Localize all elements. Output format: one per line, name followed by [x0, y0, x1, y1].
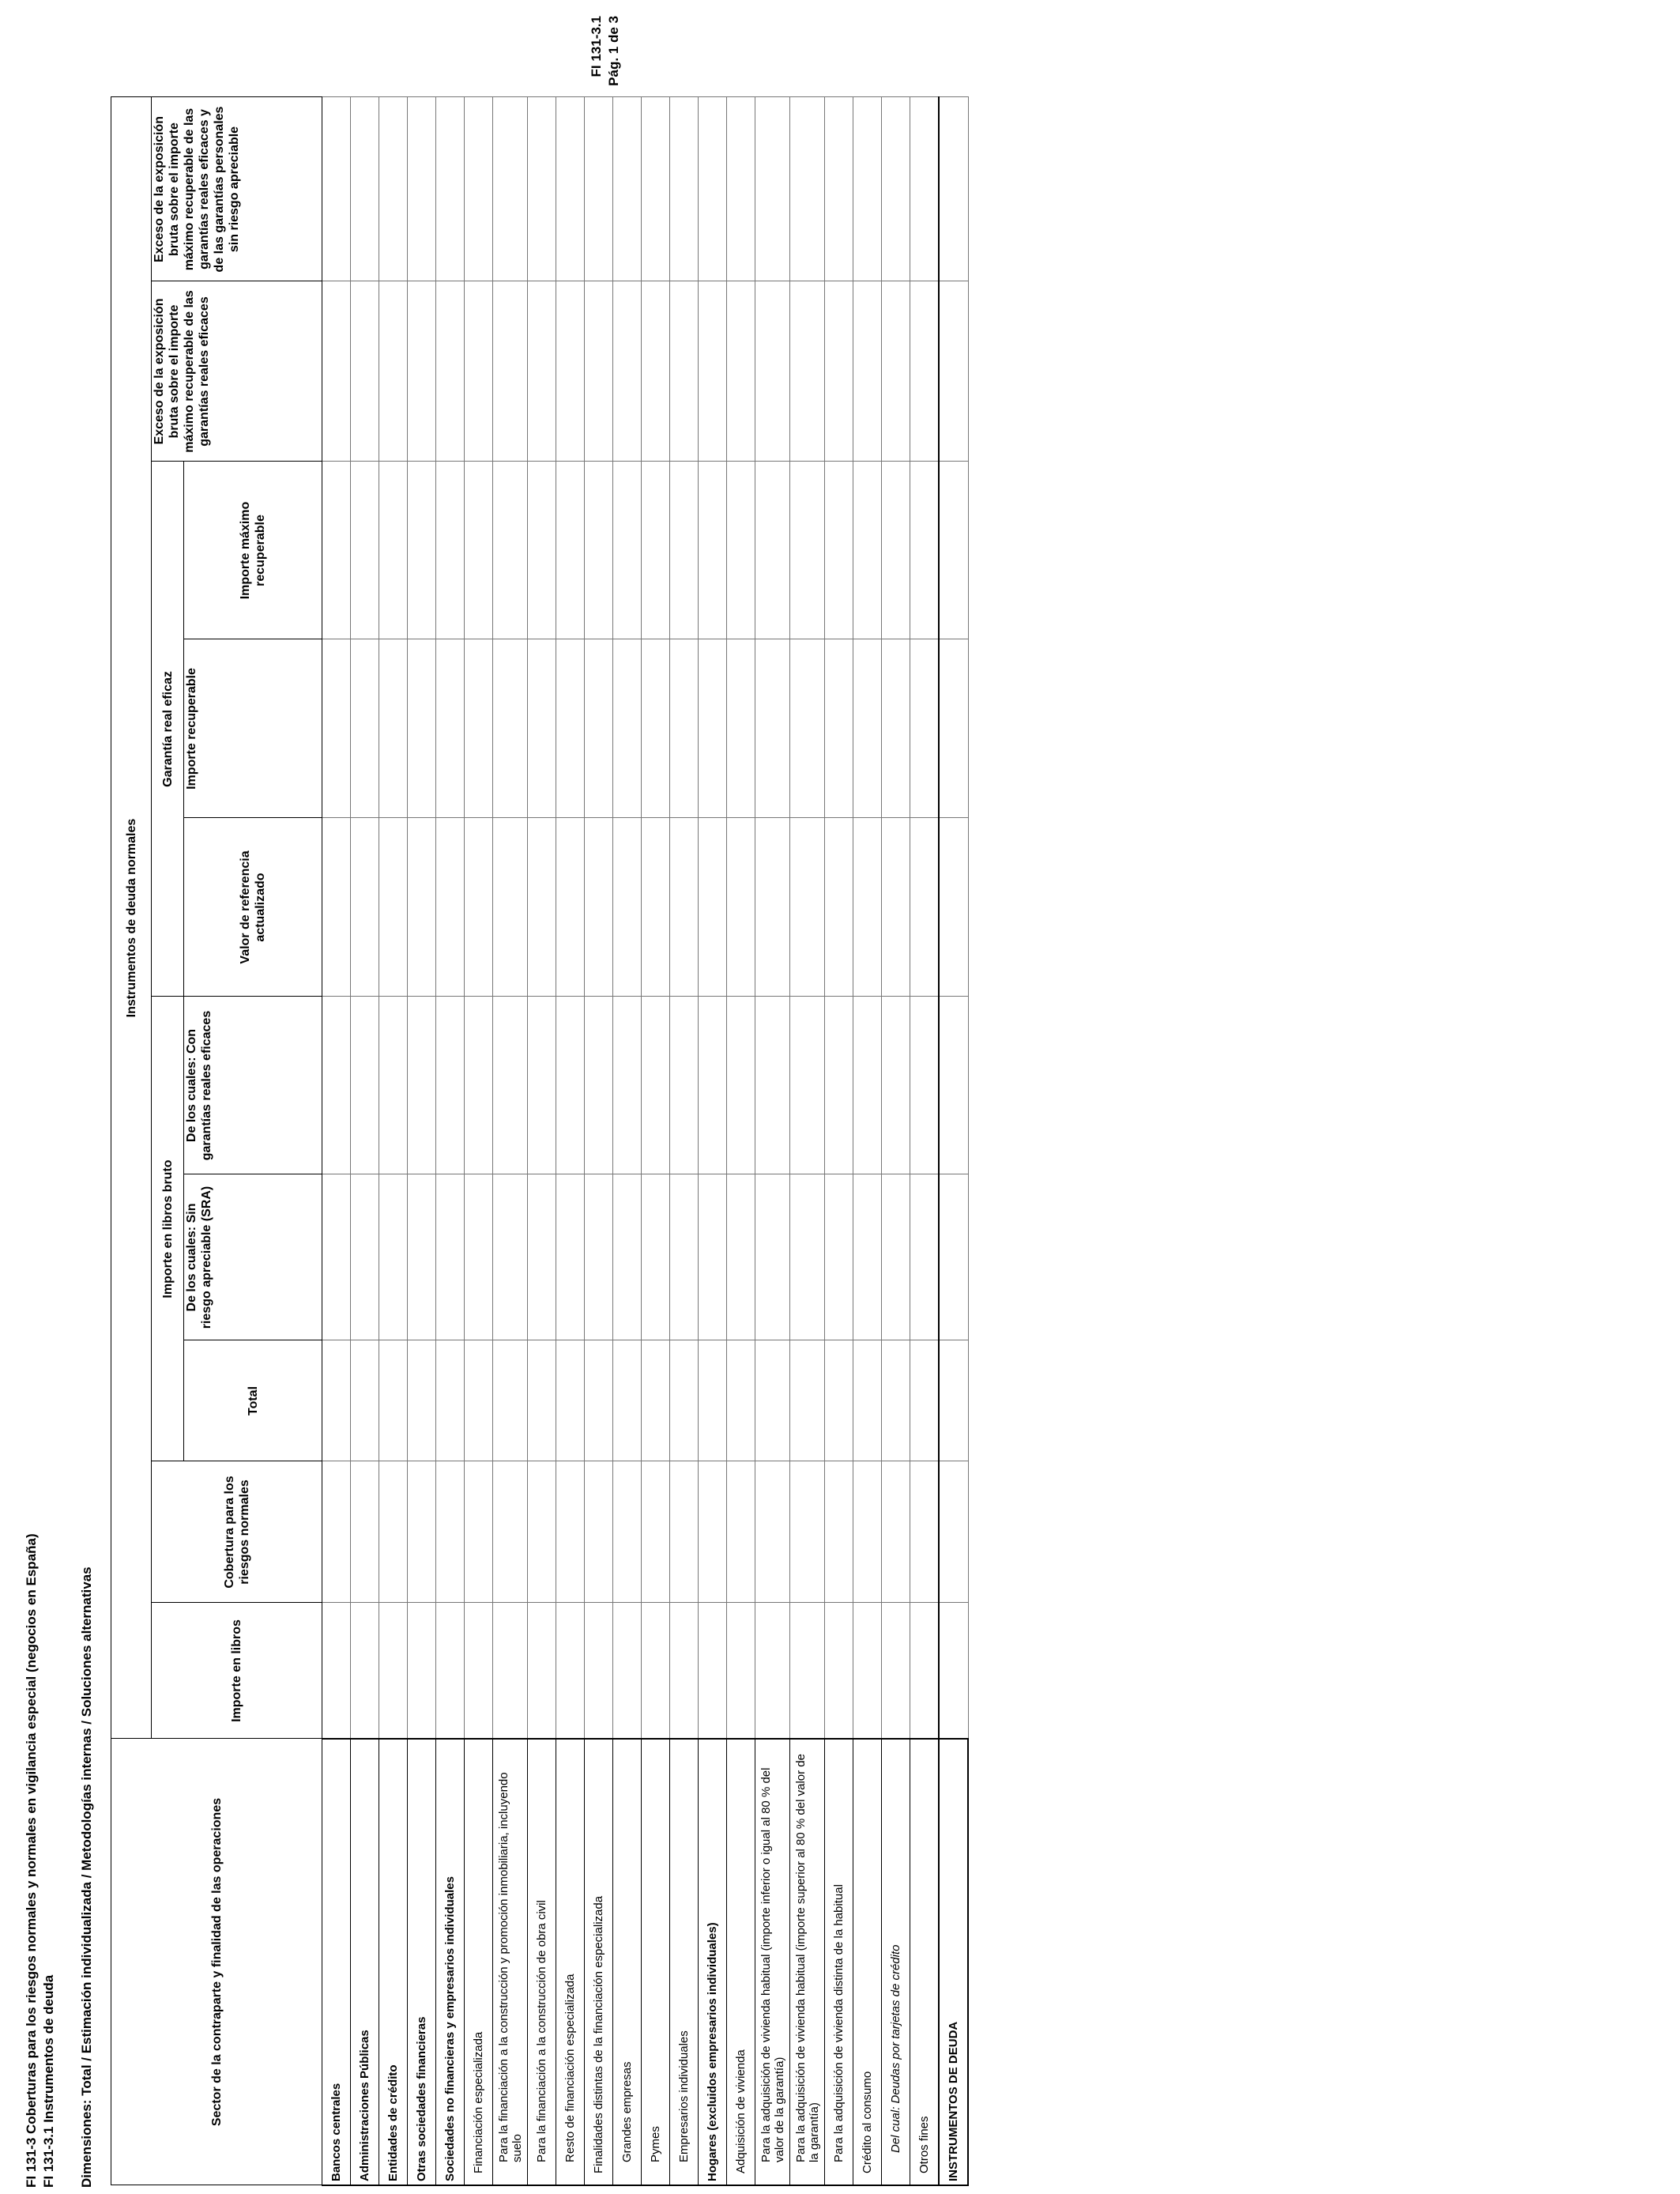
data-cell[interactable] [585, 1340, 613, 1461]
data-cell[interactable] [585, 997, 613, 1174]
data-cell[interactable] [790, 97, 825, 281]
data-cell[interactable] [493, 997, 528, 1174]
data-cell[interactable] [939, 462, 968, 639]
data-cell[interactable] [670, 1603, 699, 1739]
data-cell[interactable] [939, 1461, 968, 1603]
data-cell[interactable] [528, 1461, 556, 1603]
row-label: Para la adquisición de vivienda habitual (importe inferior o igual al 80 % del valor de la garantía) [755, 1739, 790, 2185]
col-importe-recuperable: Importe recuperable [184, 639, 322, 818]
data-cell[interactable] [528, 1174, 556, 1340]
data-cell[interactable] [613, 1461, 642, 1603]
data-cell[interactable] [379, 639, 408, 818]
data-cell[interactable] [910, 818, 940, 997]
data-cell[interactable] [351, 818, 379, 997]
table-row [670, 97, 699, 2185]
data-cell[interactable] [790, 1603, 825, 1739]
col-cobertura: Cobertura para los riesgos normales [152, 1461, 322, 1603]
data-cell[interactable] [670, 1340, 699, 1461]
data-cell[interactable] [465, 281, 493, 462]
table-row [727, 97, 755, 2185]
data-cell[interactable] [882, 1174, 910, 1340]
data-cell[interactable] [755, 1461, 790, 1603]
data-cell[interactable] [755, 639, 790, 818]
row-label: INSTRUMENTOS DE DEUDA [939, 1739, 968, 2185]
data-cell[interactable] [642, 1603, 670, 1739]
data-cell[interactable] [613, 97, 642, 281]
col-importe-maximo: Importe máximo recuperable [184, 462, 322, 639]
table-row [351, 97, 379, 2185]
data-cell[interactable] [556, 1174, 585, 1340]
data-cell[interactable] [699, 1174, 727, 1340]
data-cell[interactable] [642, 462, 670, 639]
data-cell[interactable] [910, 997, 940, 1174]
data-cell[interactable] [670, 97, 699, 281]
data-cell[interactable] [642, 1174, 670, 1340]
table-row [910, 97, 940, 2185]
data-cell[interactable] [755, 1174, 790, 1340]
data-cell[interactable] [322, 818, 351, 997]
data-cell[interactable] [825, 1461, 853, 1603]
data-cell[interactable] [436, 1461, 465, 1603]
data-cell[interactable] [853, 97, 882, 281]
row-label: Para la financiación a la construcción de obra civil [528, 1739, 556, 2185]
data-cell[interactable] [727, 1174, 755, 1340]
data-cell[interactable] [613, 1603, 642, 1739]
data-cell[interactable] [910, 1174, 940, 1340]
data-cell[interactable] [613, 639, 642, 818]
table-row [790, 97, 825, 2185]
data-cell[interactable] [910, 281, 940, 462]
data-cell[interactable] [790, 997, 825, 1174]
data-cell[interactable] [853, 997, 882, 1174]
data-cell[interactable] [436, 1603, 465, 1739]
data-cell[interactable] [755, 97, 790, 281]
table-row [528, 97, 556, 2185]
data-cell[interactable] [642, 1340, 670, 1461]
data-cell[interactable] [436, 1340, 465, 1461]
data-cell[interactable] [351, 97, 379, 281]
data-cell[interactable] [322, 639, 351, 818]
data-cell[interactable] [642, 97, 670, 281]
data-cell[interactable] [613, 281, 642, 462]
data-cell[interactable] [825, 97, 853, 281]
data-cell[interactable] [825, 818, 853, 997]
data-cell[interactable] [493, 1461, 528, 1603]
data-cell[interactable] [379, 1461, 408, 1603]
data-cell[interactable] [699, 639, 727, 818]
data-cell[interactable] [585, 97, 613, 281]
data-cell[interactable] [825, 639, 853, 818]
data-cell[interactable] [939, 818, 968, 997]
data-cell[interactable] [825, 281, 853, 462]
col-exceso-garantias: Exceso de la exposición bruta sobre el importe máximo recuperable de las garantías reales eficaces [152, 281, 322, 462]
data-cell[interactable] [585, 639, 613, 818]
data-cell[interactable] [322, 1174, 351, 1340]
data-cell[interactable] [556, 997, 585, 1174]
data-cell[interactable] [642, 639, 670, 818]
row-label: Financiación especializada [465, 1739, 493, 2185]
data-cell[interactable] [556, 818, 585, 997]
data-cell[interactable] [727, 639, 755, 818]
data-cell[interactable] [670, 1461, 699, 1603]
data-cell[interactable] [322, 462, 351, 639]
data-cell[interactable] [699, 281, 727, 462]
coverage-table [111, 97, 969, 2187]
data-cell[interactable] [755, 818, 790, 997]
data-cell[interactable] [465, 997, 493, 1174]
data-cell[interactable] [408, 1174, 436, 1340]
row-label: Otros fines [910, 1739, 940, 2185]
data-cell[interactable] [613, 997, 642, 1174]
data-cell[interactable] [939, 281, 968, 462]
data-cell[interactable] [493, 1603, 528, 1739]
data-cell[interactable] [465, 818, 493, 997]
form-title: FI 131-3 Coberturas para los riesgos normales y normales en vigilancia especial (negocios en España) [24, 1533, 39, 2188]
data-cell[interactable] [727, 97, 755, 281]
data-cell[interactable] [670, 462, 699, 639]
data-cell[interactable] [528, 97, 556, 281]
data-cell[interactable] [528, 281, 556, 462]
data-cell[interactable] [910, 97, 940, 281]
data-cell[interactable] [790, 639, 825, 818]
data-cell[interactable] [493, 462, 528, 639]
col-exceso-garantias-personales: Exceso de la exposición bruta sobre el importe máximo recuperable de las garantías reales eficaces y de las garantías personales sin riesgo apreciable [152, 97, 322, 281]
data-cell[interactable] [379, 997, 408, 1174]
data-cell[interactable] [322, 97, 351, 281]
data-cell[interactable] [853, 1461, 882, 1603]
data-cell[interactable] [699, 818, 727, 997]
data-cell[interactable] [882, 639, 910, 818]
table-row [493, 97, 528, 2185]
data-cell[interactable] [790, 1340, 825, 1461]
data-cell[interactable] [493, 1340, 528, 1461]
data-cell[interactable] [408, 639, 436, 818]
data-cell[interactable] [408, 1340, 436, 1461]
data-cell[interactable] [436, 462, 465, 639]
data-cell[interactable] [882, 97, 910, 281]
row-label: Finalidades distintas de la financiación especializada [585, 1739, 613, 2185]
row-label: Bancos centrales [322, 1739, 351, 2185]
data-cell[interactable] [556, 281, 585, 462]
data-cell[interactable] [699, 462, 727, 639]
data-cell[interactable] [436, 281, 465, 462]
table-row [436, 97, 465, 2185]
data-cell[interactable] [351, 1461, 379, 1603]
data-cell[interactable] [556, 462, 585, 639]
data-cell[interactable] [727, 1603, 755, 1739]
data-cell[interactable] [882, 818, 910, 997]
row-label: Crédito al consumo [853, 1739, 882, 2185]
data-cell[interactable] [436, 97, 465, 281]
data-cell[interactable] [642, 818, 670, 997]
data-cell[interactable] [556, 97, 585, 281]
data-cell[interactable] [351, 1174, 379, 1340]
data-cell[interactable] [436, 997, 465, 1174]
data-cell[interactable] [436, 639, 465, 818]
data-cell[interactable] [939, 1340, 968, 1461]
data-cell[interactable] [493, 281, 528, 462]
data-cell[interactable] [379, 1340, 408, 1461]
data-cell[interactable] [910, 1461, 940, 1603]
data-cell[interactable] [939, 97, 968, 281]
table-row [613, 97, 642, 2185]
row-label: Del cual: Deudas por tarjetas de crédito [882, 1739, 910, 2185]
col-con-garantias: De los cuales: Con garantías reales eficaces [184, 997, 322, 1174]
row-label: Para la adquisición de vivienda distinta de la habitual [825, 1739, 853, 2185]
data-cell[interactable] [727, 997, 755, 1174]
data-cell[interactable] [465, 639, 493, 818]
data-cell[interactable] [351, 997, 379, 1174]
data-cell[interactable] [613, 818, 642, 997]
data-cell[interactable] [853, 462, 882, 639]
page-number: Pág. 1 de 3 [606, 16, 621, 86]
data-cell[interactable] [727, 1461, 755, 1603]
data-cell[interactable] [699, 1603, 727, 1739]
row-label: Hogares (excluidos empresarios individuales) [699, 1739, 727, 2185]
data-cell[interactable] [613, 1174, 642, 1340]
data-cell[interactable] [699, 1340, 727, 1461]
group-header-bruto: Importe en libros bruto [152, 997, 184, 1461]
data-cell[interactable] [642, 997, 670, 1174]
dimensions-line: Dimensiones: Total / Estimación individualizada / Metodologías internas / Soluciones alternativas [79, 1566, 94, 2188]
col-valor-referencia: Valor de referencia actualizado [184, 818, 322, 997]
data-cell[interactable] [882, 1603, 910, 1739]
data-cell[interactable] [351, 281, 379, 462]
data-cell[interactable] [585, 1174, 613, 1340]
row-label: Otras sociedades financieras [408, 1739, 436, 2185]
data-cell[interactable] [670, 997, 699, 1174]
data-cell[interactable] [790, 1461, 825, 1603]
data-cell[interactable] [379, 1174, 408, 1340]
table-row [699, 97, 727, 2185]
data-cell[interactable] [351, 1603, 379, 1739]
data-cell[interactable] [408, 1461, 436, 1603]
data-cell[interactable] [882, 281, 910, 462]
data-cell[interactable] [853, 281, 882, 462]
data-cell[interactable] [379, 97, 408, 281]
table-row [322, 97, 351, 2185]
data-cell[interactable] [408, 281, 436, 462]
data-cell[interactable] [699, 97, 727, 281]
data-cell[interactable] [528, 818, 556, 997]
data-cell[interactable] [790, 818, 825, 997]
data-cell[interactable] [910, 1340, 940, 1461]
data-cell[interactable] [727, 818, 755, 997]
data-cell[interactable] [408, 1603, 436, 1739]
data-cell[interactable] [613, 1340, 642, 1461]
row-label: Para la financiación a la construcción y promoción inmobiliaria, incluyendo suelo [493, 1739, 528, 2185]
data-cell[interactable] [493, 1174, 528, 1340]
table-row [379, 97, 408, 2185]
data-cell[interactable] [465, 97, 493, 281]
data-cell[interactable] [408, 997, 436, 1174]
data-cell[interactable] [939, 1174, 968, 1340]
data-cell[interactable] [465, 1461, 493, 1603]
data-cell[interactable] [882, 1340, 910, 1461]
data-cell[interactable] [465, 1340, 493, 1461]
data-cell[interactable] [379, 818, 408, 997]
data-cell[interactable] [493, 97, 528, 281]
table-row [556, 97, 585, 2185]
data-cell[interactable] [670, 1174, 699, 1340]
row-label: Empresarios individuales [670, 1739, 699, 2185]
data-cell[interactable] [556, 1461, 585, 1603]
data-cell[interactable] [528, 639, 556, 818]
row-label: Resto de financiación especializada [556, 1739, 585, 2185]
form-code: FI 131-3.1 [589, 16, 604, 77]
data-cell[interactable] [670, 281, 699, 462]
table-row [465, 97, 493, 2185]
data-cell[interactable] [755, 997, 790, 1174]
data-cell[interactable] [528, 1603, 556, 1739]
col-importe-libros: Importe en libros [152, 1603, 322, 1739]
data-cell[interactable] [853, 639, 882, 818]
data-cell[interactable] [379, 462, 408, 639]
data-cell[interactable] [755, 462, 790, 639]
data-cell[interactable] [642, 281, 670, 462]
data-cell[interactable] [825, 1174, 853, 1340]
data-cell[interactable] [853, 1174, 882, 1340]
data-cell[interactable] [825, 997, 853, 1174]
table-row [585, 97, 613, 2185]
data-cell[interactable] [853, 818, 882, 997]
row-label: Para la adquisición de vivienda habitual (importe superior al 80 % del valor de la garantía) [790, 1739, 825, 2185]
row-label: Grandes empresas [613, 1739, 642, 2185]
data-cell[interactable] [670, 639, 699, 818]
data-cell[interactable] [790, 462, 825, 639]
row-label: Adquisición de vivienda [727, 1739, 755, 2185]
data-cell[interactable] [755, 1603, 790, 1739]
data-cell[interactable] [853, 1603, 882, 1739]
data-cell[interactable] [379, 1603, 408, 1739]
data-cell[interactable] [408, 97, 436, 281]
data-cell[interactable] [556, 639, 585, 818]
data-cell[interactable] [465, 1603, 493, 1739]
table-row [755, 97, 790, 2185]
group-header-garantia: Garantía real eficaz [152, 462, 184, 997]
data-cell[interactable] [642, 1461, 670, 1603]
row-header: Sector de la contraparte y finalidad de las operaciones [111, 1739, 322, 2185]
data-cell[interactable] [408, 818, 436, 997]
data-cell[interactable] [727, 1340, 755, 1461]
data-cell[interactable] [882, 462, 910, 639]
data-cell[interactable] [528, 1340, 556, 1461]
data-cell[interactable] [408, 462, 436, 639]
table-row [939, 97, 968, 2185]
data-cell[interactable] [528, 462, 556, 639]
data-cell[interactable] [436, 1174, 465, 1340]
data-cell[interactable] [322, 1340, 351, 1461]
data-cell[interactable] [790, 1174, 825, 1340]
data-cell[interactable] [528, 997, 556, 1174]
row-label: Entidades de crédito [379, 1739, 408, 2185]
data-cell[interactable] [670, 818, 699, 997]
data-cell[interactable] [493, 639, 528, 818]
data-cell[interactable] [882, 1461, 910, 1603]
table-row [853, 97, 882, 2185]
row-label: Sociedades no financieras y empresarios individuales [436, 1739, 465, 2185]
data-cell[interactable] [699, 997, 727, 1174]
data-cell[interactable] [585, 818, 613, 997]
data-cell[interactable] [322, 1461, 351, 1603]
data-cell[interactable] [755, 1340, 790, 1461]
table-row [882, 97, 910, 2185]
data-cell[interactable] [436, 818, 465, 997]
data-cell[interactable] [613, 462, 642, 639]
data-cell[interactable] [379, 281, 408, 462]
data-cell[interactable] [322, 1603, 351, 1739]
data-cell[interactable] [351, 639, 379, 818]
data-cell[interactable] [585, 462, 613, 639]
group-header-normales: Instrumentos de deuda normales [111, 97, 152, 1739]
data-cell[interactable] [853, 1340, 882, 1461]
data-cell[interactable] [939, 1603, 968, 1739]
data-cell[interactable] [585, 281, 613, 462]
data-cell[interactable] [556, 1603, 585, 1739]
col-total: Total [184, 1340, 322, 1461]
data-cell[interactable] [755, 281, 790, 462]
col-sin-riesgo: De los cuales: Sin riesgo apreciable (SRA) [184, 1174, 322, 1340]
data-cell[interactable] [585, 1461, 613, 1603]
data-cell[interactable] [882, 997, 910, 1174]
data-cell[interactable] [465, 462, 493, 639]
form-subtitle: FI 131-3.1 Instrumentos de deuda [41, 1974, 56, 2188]
data-cell[interactable] [351, 1340, 379, 1461]
table-row [642, 97, 670, 2185]
data-cell[interactable] [465, 1174, 493, 1340]
data-cell[interactable] [322, 281, 351, 462]
data-cell[interactable] [825, 462, 853, 639]
data-cell[interactable] [910, 1603, 940, 1739]
data-cell[interactable] [939, 639, 968, 818]
data-cell[interactable] [727, 281, 755, 462]
data-cell[interactable] [727, 462, 755, 639]
table-row [408, 97, 436, 2185]
data-cell[interactable] [910, 639, 940, 818]
data-cell[interactable] [351, 462, 379, 639]
row-label: Administraciones Públicas [351, 1739, 379, 2185]
data-cell[interactable] [556, 1340, 585, 1461]
data-cell[interactable] [939, 997, 968, 1174]
data-cell[interactable] [322, 997, 351, 1174]
data-cell[interactable] [790, 281, 825, 462]
data-cell[interactable] [825, 1340, 853, 1461]
table-row [825, 97, 853, 2185]
data-cell[interactable] [493, 818, 528, 997]
data-cell[interactable] [585, 1603, 613, 1739]
row-label: Pymes [642, 1739, 670, 2185]
data-cell[interactable] [825, 1603, 853, 1739]
data-cell[interactable] [910, 462, 940, 639]
data-cell[interactable] [699, 1461, 727, 1603]
